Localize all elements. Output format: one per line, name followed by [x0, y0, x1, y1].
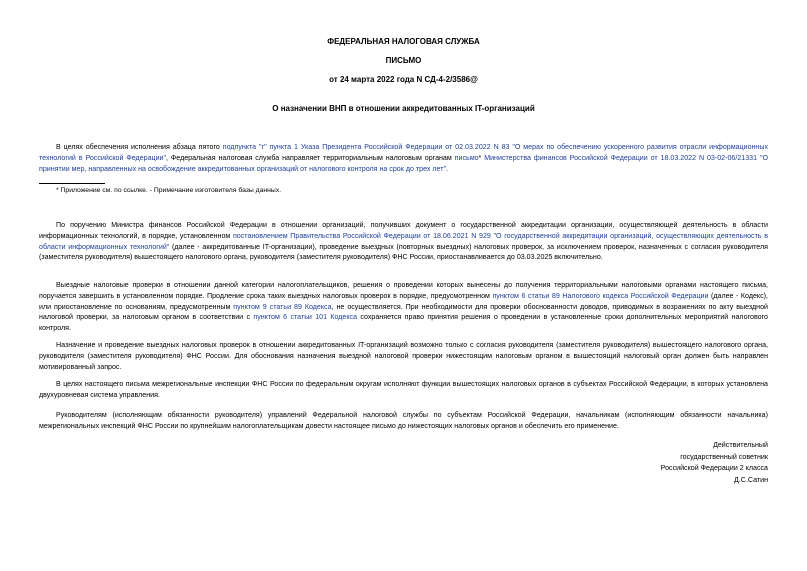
paragraph-1-text: * — [478, 153, 485, 162]
signature-block — [568, 440, 768, 486]
signature-line-1: Действительный — [713, 441, 768, 449]
paragraph-1-text: , Федеральная налоговая служба направляет территориальным налоговым органам — [166, 153, 455, 162]
document-date-number: от 24 марта 2022 года N СД-4-2/3586@ — [329, 75, 478, 84]
signature-line-2: государственный советник — [680, 452, 768, 461]
decree-link[interactable]: подпункта "г" пункта 1 Указа Президента Российской Федерации от 02.03.2022 N 83 "О мерах по обеспечению ускоренного развития отрасли информационных технологий в Российской Федерации" — [39, 143, 768, 162]
footnote: * Приложение см. по ссылке. - Примечание изготовителя базы данных. — [56, 187, 282, 194]
document-type: ПИСЬМО — [385, 56, 422, 65]
paragraph-3-text: , не осуществляется. При необходимости для проверки обоснованности доводов, приводимых в возражениях по акту выездной налоговой проверки, за налоговым органом в соответствии с — [39, 302, 768, 322]
paragraph-3-text: (далее - Кодекс), или приостановление по основаниям, предусмотренным — [39, 291, 768, 311]
paragraph-6 — [39, 410, 768, 432]
minfin-letter-link[interactable]: Министерства финансов Российской Федерации от 18.03.2022 N 03-02-06/21331 "О принятии мер, направленных на освобождение аккредитованных организаций от налогового контроля на срок до трех лет" — [39, 153, 768, 173]
paragraph-3 — [39, 280, 768, 334]
paragraph-4-text: Назначение и проведение выездных налоговых проверок в отношении аккредитованных IT-организаций возможно только с согласия руководителя (заместителя руководителя) вышестоящего налогового органа, руководителя (заместителя руководителя) ФНС России. Для обоснования назначения выездной налоговой проверки нижестоящим налоговым органом в вышестоящий налоговый орган должен быть направлен мотивированный запрос. — [39, 341, 768, 371]
tax-code-89-9-link[interactable]: пунктом 9 статьи 89 Кодекса — [233, 302, 332, 311]
paragraph-5 — [39, 379, 768, 401]
paragraph-3-text: сохраняется право принятия решения о проведении в установленные сроки дополнительных мероприятий налогового контроля. — [39, 313, 768, 333]
paragraph-4 — [39, 340, 768, 372]
paragraph-6-text: Руководителям (исполняющим обязанности руководителя) управлений Федеральной налоговой службы по субъектам Российской Федерации, начальникам (исполняющим обязанности начальника) межрегиональных инспекций ФНС России по крупнейшим налогоплательщикам довести настоящее письмо до нижестоящих налоговых органов и обеспечить его применение. — [39, 411, 768, 430]
paragraph-2-text: (далее - аккредитованные IT-организации), проведение выездных (повторных выездных) налоговых проверок, за исключением проверок, назначенных с согласия руководителя (заместителя руководителя) вышестоящего налогового органа, руководителя (заместителя руководителя) ФНС России, приостанавливается до 03.03.2025 включительно. — [39, 242, 768, 262]
paragraph-5-text: В целях настоящего письма межрегиональные инспекции ФНС России по федеральным округам исполняют функции вышестоящих налоговых органов в субъектах Российской Федерации, в которых установлена двухуровневая система управления. — [39, 380, 768, 399]
paragraph-2-text: По поручению Министра финансов Российской Федерации в отношении организаций, получивших документ о государственной аккредитации организации, осуществляющей деятельность в области информационных технологий, в порядке, установленном — [39, 221, 768, 240]
document-subject: О назначении ВНП в отношении аккредитованных IT-организаций — [272, 104, 535, 113]
government-resolution-link[interactable]: постановлением Правительства Российской Федерации от 18.06.2021 N 929 "О государственной аккредитации организаций, осуществляющих деятельность в области информационных технологий" — [39, 231, 768, 251]
tax-code-101-6-link[interactable]: пунктом 6 статьи 101 Кодекса — [253, 313, 358, 322]
signer-name: Д.С.Сатин — [734, 475, 768, 484]
paragraph-1-text: В целях обеспечения исполнения абзаца пятого — [56, 143, 223, 151]
paragraph-1-text: . — [446, 164, 448, 173]
paragraph-1 — [39, 142, 768, 174]
paragraph-2 — [39, 220, 768, 263]
signature-line-3: Российской Федерации 2 класса — [660, 464, 768, 473]
tax-code-89-6-link[interactable]: пунктом 6 статьи 89 Налогового кодекса Российской Федерации — [492, 291, 709, 300]
agency-title: ФЕДЕРАЛЬНАЯ НАЛОГОВАЯ СЛУЖБА — [327, 37, 480, 46]
footnote-divider — [39, 183, 105, 184]
letter-link[interactable]: письмо — [454, 153, 479, 162]
paragraph-3-text: Выездные налоговые проверки в отношении данной категории налогоплательщиков, решения о проведении которых вынесены до получения территориальными налоговыми органами настоящего письма, поручается завершить в установленном порядке. Продление срока таких выездных налоговых проверок в порядке, предусмотренном — [39, 281, 768, 300]
